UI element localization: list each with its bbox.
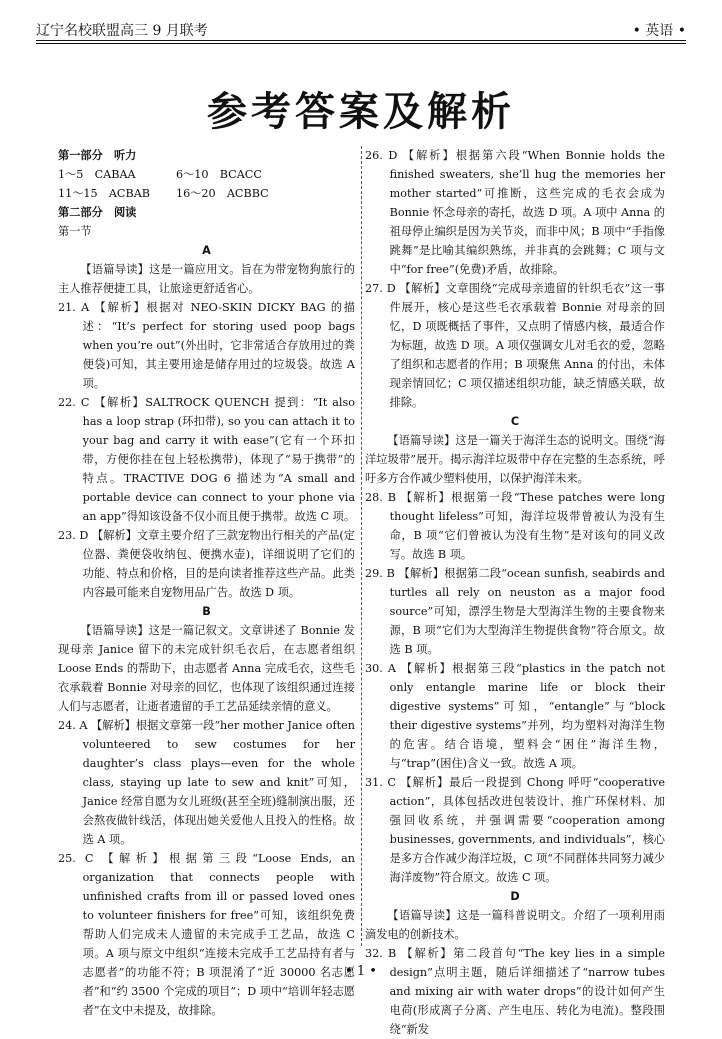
passage-intro: 【语篇导读】这是一篇应用文。旨在为带宠物狗旅行的主人推荐便捷工具，让旅途更舒适省心。 <box>58 263 355 295</box>
answer-item: 21. A 【解析】根据对 NEO-SKIN DICKY BAG 的描述：“It’s perfect for storing used poop bags when you’re out”(外出时，它非常适合存放用过的粪便袋)可知，其主要用途是储存用过的垃圾袋。故选 A 项。 <box>58 301 355 390</box>
section-heading: 第二部分 阅读 <box>58 206 137 219</box>
answer-item: 23. D 【解析】文章主要介绍了三款宠物出行相关的产品(定位器、粪便袋收纳包、便携水壶)，详细说明了它们的功能、特点和价格，目的是向读者推荐这些产品。此类内容最可能来自宠物用品广告。故选 D 项。 <box>58 529 355 599</box>
answer-item: 22. C 【解析】SALTROCK QUENCH 提到：“It also has a loop strap (环扣带), so you can attach it to your bag and carry it with ease”(它有一个环扣带，方便你挂在包上轻松携带)，体现了“易于携带”的特点。TRACTIVE DOG 6 描述为“A small and portable device can connect to your phone via an app”得知该设备不仅小而且便于携带。故选 C 项。 <box>58 396 356 523</box>
answer-key-row <box>58 184 355 203</box>
passage-intro: 【语篇导读】这是一篇科普说明文。介绍了一项利用雨滴发电的创新技术。 <box>365 909 665 941</box>
page-number: • 1 • <box>345 964 377 979</box>
answer-item: 28. B 【解析】根据第一段“These patches were long thought lifeless”可知，海洋垃圾带曾被认为没有生命，B 项“它们曾被认为没有生物”是对该句的同义改写。故选 B 项。 <box>365 491 665 561</box>
answer-item: 25. C 【解析】根据第三段“Loose Ends, an organization that connects people with unfinished crafts from ill or passed loved ones to volunteer finishers for free”可知，该组织免费帮助人们完成未人遗留的未完成手工艺品，故选 C 项。A 项与原文中组织“连接未完成手工艺品持有者与志愿者”的功能不符；B 项混淆了“近 30000 名志愿者”和“约 3500 个完成的项目”；D 项中“培训年轻志愿者”在文中未提及，故排除。 <box>58 852 355 1017</box>
passage-letter: D <box>510 890 520 903</box>
answer-item: 32. B 【解析】第二段首句“The key lies in a simple design”点明主题，随后详细描述了“narrow tubes and mixing air with water drops”的设计如何产生电荷(形成离子分离、产生电压、转化为电流)。整段围绕“新发 <box>365 947 665 1036</box>
answer-key-a: 1～5 CABAA <box>58 168 136 181</box>
header-rule <box>36 40 686 41</box>
passage-intro: 【语篇导读】这是一篇关于海洋生态的说明文。围绕“海洋垃圾带”展开。揭示海洋垃圾带中存在完整的生态系统，呼吁多方合作减少塑料使用，以保护海洋未来。 <box>365 434 665 485</box>
passage-letter: C <box>510 415 520 428</box>
subsection-label: 第一节 <box>58 225 92 238</box>
page-title: 参考答案及解析 <box>207 89 515 135</box>
answer-item: 27. D 【解析】文章围绕“完成母亲遗留的针织毛衣”这一事件展开，核心是这些毛衣承载着 Bonnie 对母亲的回忆，D 项既概括了事件，又点明了情感内核，最适合作为标题，故选 D 项。A 项仅强调女儿对毛衣的爱，忽略了组织和志愿者的作用；B 项聚焦 Anna 的付出，未体现亲情回忆；C 项仅描述组织功能，缺乏情感关联，故排除。 <box>365 282 665 409</box>
answer-item: 26. D 【解析】根据第六段“When Bonnie holds the finished sweaters, she’ll hug the memories her mother started”可推断，这些完成的毛衣会成为 Bonnie 怀念母亲的寄托，故选 D 项。A 项中 Anna 的祖母停止编织是因为关节炎，而非中风；B 项中“手指像跳舞”是比喻其编织熟练，并非真的会跳舞；C 项与文中“for free”(免费)矛盾，故排除。 <box>365 149 665 276</box>
column-divider <box>361 146 362 946</box>
exam-name: 辽宁名校联盟高三 9 月联考 <box>36 23 208 39</box>
passage-letter: A <box>202 244 211 257</box>
right-column <box>365 146 665 1039</box>
answer-item: 31. C 【解析】最后一段提到 Chong 呼吁“cooperative action”，具体包括改进包装设计、推广环保材料、加强回收系统，并强调需要“cooperation among businesses, governments, and individuals”，核心是多方合作减少海洋垃圾，C 项“不同群体共同努力减少海洋废物”符合原文。故选 C 项。 <box>365 776 665 884</box>
section-heading: 第一部分 听力 <box>58 149 137 162</box>
header-rule-thin <box>36 43 686 44</box>
answer-item: 24. A 【解析】根据文章第一段“her mother Janice often volunteered to sew costumes for her daughter’s class plays—even for the whole class, staying up late to sew and knit”可知，Janice 经常自愿为女儿班级(甚至全班)缝制演出服，还会熬夜做针线活，体现出她关爱他人且投入的性格。故选 A 项。 <box>58 719 355 846</box>
passage-intro: 【语篇导读】这是一篇记叙文。文章讲述了 Bonnie 发现母亲 Janice 留下的未完成针织毛衣后，在志愿者组织 Loose Ends 的帮助下，由志愿者 Anna 完成毛衣，这些毛衣承载着 Bonnie 对母亲的回忆，也体现了该组织通过连接人们与志愿者，让逝者遗留的手工艺品延续亲情的意义。 <box>58 624 355 713</box>
answer-item: 30. A 【解析】根据第三段“plastics in the patch not only entangle marine life or block their digestive systems”可知，“entangle”与“block their digestive systems”并列，均为塑料对海洋生物的危害。结合语境，塑料会“困住”海洋生物，与“trap”(困住)含义一致。故选 A 项。 <box>365 662 665 770</box>
answer-key-b: 6～10 BCACC <box>176 168 262 181</box>
passage-letter: B <box>202 605 211 618</box>
left-column <box>58 146 355 1020</box>
answer-key-row <box>58 165 355 184</box>
answer-key-b: 16～20 ACBBC <box>176 187 269 200</box>
answer-key-a: 11～15 ACBAB <box>58 187 151 200</box>
answer-item: 29. B 【解析】根据第二段“ocean sunfish, seabirds and turtles all rely on neuston as a major food source”可知，漂浮生物是大型海洋生物的主要食物来源，B 项“它们为大型海洋生物提供食物”符合原文。故选 B 项。 <box>365 567 665 656</box>
page-header <box>36 16 686 40</box>
subject-label: • 英语 • <box>632 23 686 39</box>
